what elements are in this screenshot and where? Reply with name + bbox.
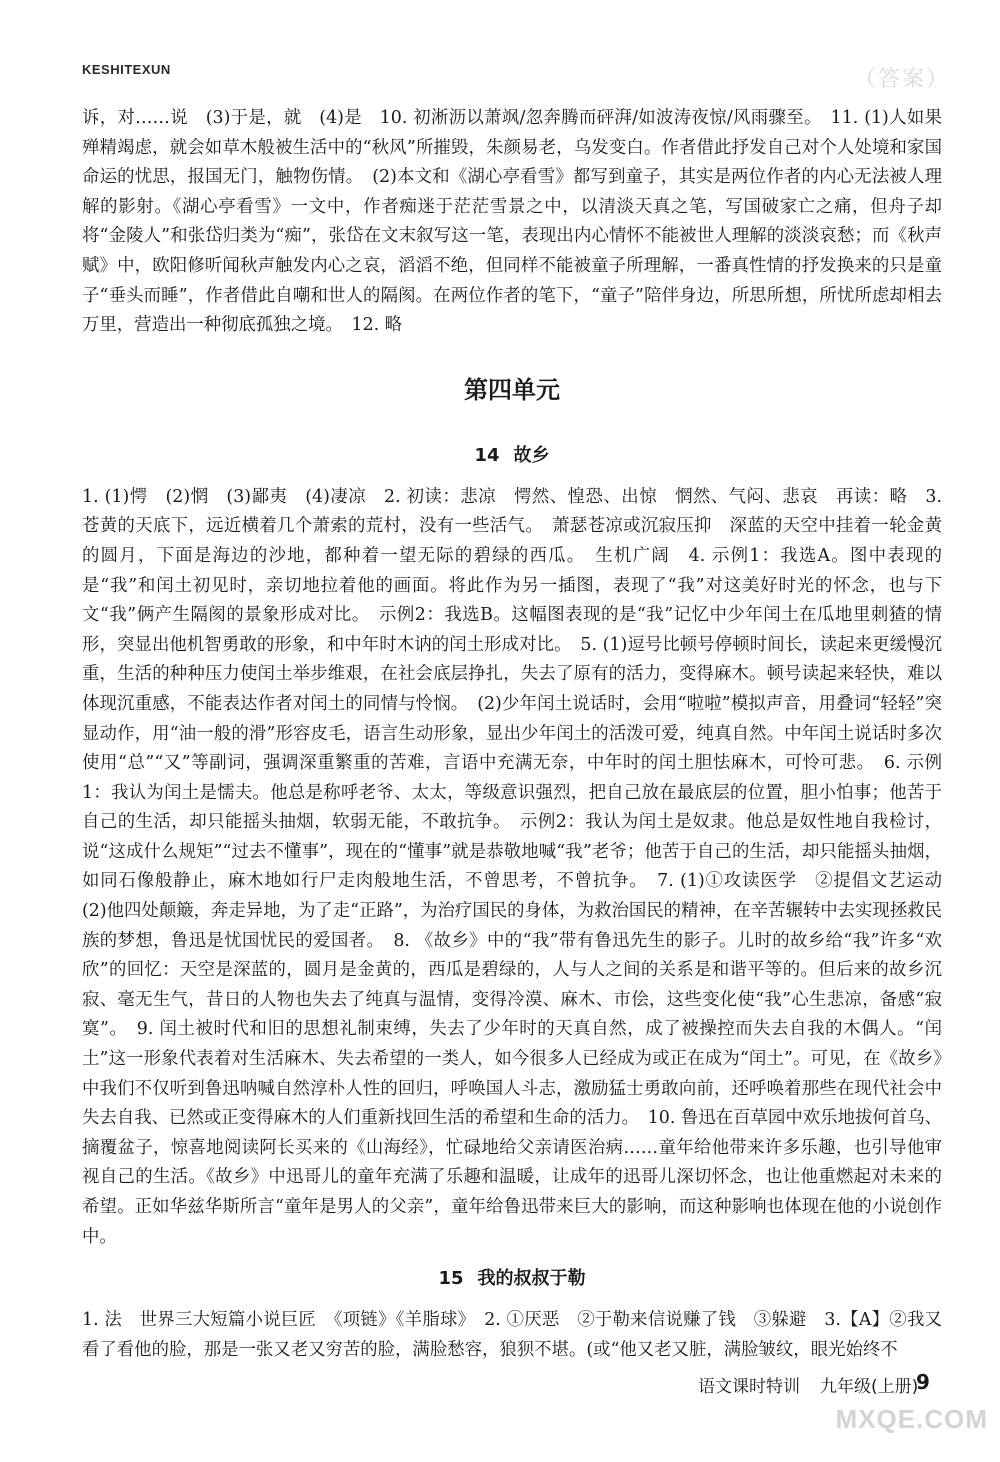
lesson14-answers: 1. (1)愕 (2)惘 (3)鄙夷 (4)凄凉 2. 初读：悲凉 愕然、惶恐、出惊 惘然、气闷、悲哀 再读：略 3. 苍黄的天底下，远近横着几个萧索的荒村，没有一些活气。 萧瑟苍凉或沉寂压抑 深蓝的天空中挂着一轮金黄的圆月，下面是海边的沙地，都种着一望无际的碧绿的西瓜。 生机广阔 4. 示例1：我选A。图中表现的是“我”和闰土初见时，亲切地拉着他的画面。将此作为另一插图，表现了“我”对这美好时光的怀念，也与下文“我”俩产生隔阂的景象形成对比。 示例2：我选B。这幅图表现的是“我”记忆中少年闰土在瓜地里刺猹的情形，突显出他机智勇敢的形象，和中年时木讷的闰土形成对比。 5. (1)逗号比顿号停顿时间长，读起来更缓慢沉重，生活的种种压力使闰土举步维艰，在社会底层挣扎，失去了原有的活力，变得麻木。顿号读起来轻快，难以体现沉重感，不能表达作者对闰土的同情与怜悯。 (2)少年闰土说话时，会用“啦啦”模拟声音，用叠词“轻轻”突显动作，用“油一般的滑”形容皮毛，语言生动形象，显出少年闰土的活泼可爱，纯真自然。中年闰土说话时多次使用“总”“又”等副词，强调深重繁重的苦难，言语中充满无奈，中年时的闰土胆怯麻木，可怜可悲。 6. 示例1：我认为闰土是懦夫。他总是称呼老爷、太太，等级意识强烈，把自己放在最底层的位置，胆小怕事；他苦于自己的生活，却只能摇头抽烟，软弱无能，不敢抗争。 示例2：我认为闰土是奴隶。他总是奴性地自我检讨，说“这成什么规矩”“过去不懂事”，现在的“懂事”就是恭敬地喊“我”老爷；他苦于自己的生活，却只能摇头抽烟，如同石像般静止，麻木地如行尸走肉般地生活，不曾思考，不曾抗争。 7. (1)①攻读医学 ②提倡文艺运动 (2)他四处颠簸，奔走异地，为了走“正路”，为治疗国民的身体，为救治国民的精神，在辛苦辗转中去实现拯救民族的梦想，鲁迅是忧国忧民的爱国者。 8. 《故乡》中的“我”带有鲁迅先生的影子。儿时的故乡给“我”许多“欢欣”的回忆：天空是深蓝的，圆月是金黄的，西瓜是碧绿的，人与人之间的关系是和谐平等的。但后来的故乡沉寂、毫无生气，昔日的人物也失去了纯真与温情，变得冷漠、麻木、市侩，这些变化使“我”心生悲凉，备感“寂寞”。 9. 闰土被时代和旧的思想礼制束缚，失去了少年时的天真自然，成了被操控而失去自我的木偶人。“闰土”这一形象代表着对生活麻木、失去希望的一类人，如今很多人已经成为或正在成为“闰土”。可见，在《故乡》中我们不仅听到鲁迅呐喊自然淳朴人性的回归，呼唤国人斗志，激励猛士勇敢向前，还呼唤着那些在现代社会中失去自我、已然或正变得麻木的人们重新找回生活的希望和生命的活力。 10. 鲁迅在百草园中欢乐地拔何首乌、摘覆盆子，惊喜地阅读阿长买来的《山海经》，忙碌地给父亲请医治病……童年给他带来许多乐趣，也引导他审视自己的生活。《故乡》中迅哥儿的童年充满了乐趣和温暖，让成年的迅哥儿深切怀念，也让他重燃起对未来的希望。正如华兹华斯所言“童年是男人的父亲”，童年给鲁迅带来巨大的影响，而这种影响也体现在他的小说创作中。 <box>82 486 960 1247</box>
lesson14-title: 故乡 <box>513 444 550 466</box>
lesson15-answers: 1. 法 世界三大短篇小说巨匠 《项链》《羊脂球》 2. ①厌恶 ②于勒来信说赚了钱 ③躲避 3.【A】②我又看了看他的脸，那是一张又老又穷苦的脸，满脸愁容，狼狈不堪。(或“他又老又脏，满脸皱纹，眼光始终不 <box>82 1310 942 1360</box>
page-footer <box>0 1372 1000 1402</box>
page-content <box>82 104 960 1365</box>
page-number: 9 <box>916 1370 930 1394</box>
watermark: MXQE.COM <box>835 1404 988 1434</box>
prev-answers-paragraph: 诉，对……说 (3)于是，就 (4)是 10. 初淅沥以萧飒/忽奔腾而砰湃/如波涛夜惊/风雨骤至。 11. (1)人如果殚精竭虑，就会如草木般被生活中的“秋风”所摧毁，朱颜易老，乌发变白。作者借此抒发自己对个人处境和家国命运的忧思，报国无门，触物伤情。 (2)本文和《湖心亭看雪》都写到童子，其实是两位作者的内心无法被人理解的影射。《湖心亭看雪》一文中，作者痴迷于茫茫雪景之中，以清淡天真之笔，写国破家亡之痛，但舟子却将“金陵人”和张岱归类为“痴”，张岱在文末叙写这一笔，表现出内心情怀不能被世人理解的淡淡哀愁；而《秋声赋》中，欧阳修听闻秋声触发内心之哀，滔滔不绝，但同样不能被童子所理解，一番真性情的抒发换来的只是童子“垂头而睡”，作者借此自嘲和世人的隔阂。在两位作者的笔下，“童子”陪伴身边，所思所想，所忧所虑却相去万里，营造出一种彻底孤独之境。 12. 略 <box>82 108 942 336</box>
lesson15-heading <box>82 1264 942 1294</box>
lesson14-number: 14 <box>474 444 500 466</box>
footer-book-title: 语文课时特训 <box>698 1377 800 1397</box>
unit-title: 第四单元 <box>464 375 560 404</box>
header-brand: KESHITEXUN <box>82 62 171 77</box>
lesson14-heading <box>82 441 942 471</box>
lesson15-number: 15 <box>438 1268 464 1290</box>
footer-grade: 九年级(上册) <box>820 1377 919 1397</box>
lesson15-title: 我的叔叔于勒 <box>477 1268 586 1290</box>
corner-mark: （答案） <box>853 66 950 91</box>
